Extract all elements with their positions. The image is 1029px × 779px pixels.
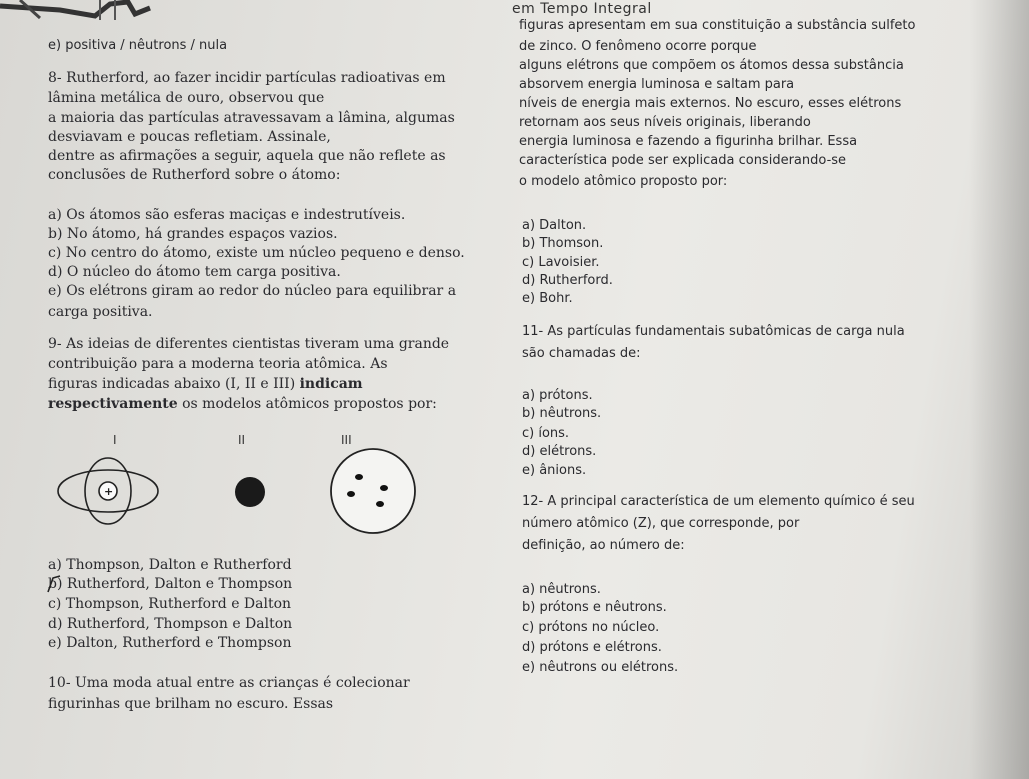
q11-option-a: a) prótons. [522, 388, 593, 403]
nucleus-plus-sign: + [104, 485, 114, 498]
q10-cont-line: figuras apresentam em sua constituição a substância sulfeto [519, 18, 916, 33]
handwritten-mark [44, 574, 64, 596]
q10-line: figurinhas que brilham no escuro. Essas [48, 696, 334, 712]
atomic-models-svg [50, 428, 450, 543]
q9-bold-word: indicam [299, 376, 363, 392]
page-edge-shadow [969, 0, 1029, 779]
q12-option-b: b) prótons e nêutrons. [522, 600, 667, 615]
q10-cont-line: de zinco. O fenômeno ocorre porque [519, 39, 757, 54]
q10-option-c: c) Lavoisier. [522, 255, 600, 270]
page-header: em Tempo Integral [512, 1, 652, 17]
q8-option-d: d) O núcleo do átomo tem carga positiva. [48, 264, 341, 280]
q8-line: 8- Rutherford, ao fazer incidir partículas radioativas em [48, 70, 446, 86]
thomson-model [331, 449, 415, 533]
q9-option-a: a) Thompson, Dalton e Rutherford [48, 557, 292, 573]
q11-option-c: c) íons. [522, 426, 570, 441]
figure-label-iii: III [341, 433, 352, 447]
q9-bold-word: respectivamente [48, 396, 178, 412]
q9-line [48, 396, 437, 412]
q9-line-part: figuras indicadas abaixo (I, II e III) [48, 376, 296, 392]
q9-option-d: d) Rutherford, Thompson e Dalton [48, 616, 293, 632]
q12-option-d: d) prótons e elétrons. [522, 640, 662, 655]
q11-option-d: d) elétrons. [522, 444, 597, 459]
q8-line: desviavam e poucas refletiam. Assinale, [48, 129, 331, 145]
q8-line: lâmina metálica de ouro, observou que [48, 90, 325, 106]
q10-line: 10- Uma moda atual entre as crianças é colecionar [48, 675, 410, 691]
q11-line: 11- As partículas fundamentais subatômicas de carga nula [522, 324, 905, 339]
q10-option-e: e) Bohr. [522, 291, 573, 306]
q9-line: 9- As ideias de diferentes cientistas tiveram uma grande [48, 336, 450, 352]
figure-label-i: I [113, 433, 117, 447]
q8-option-e: e) Os elétrons giram ao redor do núcleo para equilibrar a [48, 283, 457, 299]
rutherford-model [58, 458, 158, 524]
q8-line: dentre as afirmações a seguir, aquela que não reflete as [48, 148, 446, 164]
q10-cont-line: característica pode ser explicada considerando-se [519, 153, 847, 168]
figure-label-ii: II [238, 433, 246, 447]
q10-cont-line: absorvem energia luminosa e saltam para [519, 77, 795, 92]
q8-option-b: b) No átomo, há grandes espaços vazios. [48, 226, 338, 242]
electron [376, 501, 384, 507]
atomic-models-figure [50, 428, 450, 543]
q9-line: contribuição para a moderna teoria atômica. As [48, 356, 388, 372]
q9-option-e: e) Dalton, Rutherford e Thompson [48, 635, 292, 651]
q11-line: são chamadas de: [522, 346, 641, 361]
q12-line: número atômico (Z), que corresponde, por [522, 516, 800, 531]
q10-cont-line: o modelo atômico proposto por: [519, 174, 728, 189]
q10-cont-line: alguns elétrons que compõem os átomos dessa substância [519, 58, 904, 73]
electron [347, 491, 355, 497]
q10-cont-line: retornam aos seus níveis originais, liberando [519, 115, 811, 130]
q10-option-d: d) Rutherford. [522, 273, 613, 288]
q8-line: a maioria das partículas atravessavam a lâmina, algumas [48, 110, 455, 126]
dalton-model-sphere [235, 477, 265, 507]
q12-option-c: c) prótons no núcleo. [522, 620, 660, 635]
q9-line [48, 376, 363, 392]
thomson-sphere [331, 449, 415, 533]
q9-line-part: os modelos atômicos propostos por: [182, 396, 437, 412]
q12-line: definição, ao número de: [522, 538, 685, 553]
q12-option-e: e) nêutrons ou elétrons. [522, 660, 679, 675]
q9-option-c: c) Thompson, Rutherford e Dalton [48, 596, 292, 612]
previous-answer-e: e) positiva / nêutrons / nula [48, 38, 228, 53]
cropped-illustration [0, 0, 170, 22]
q12-line: 12- A principal característica de um elemento químico é seu [522, 494, 915, 509]
q10-option-a: a) Dalton. [522, 218, 587, 233]
q8-line: conclusões de Rutherford sobre o átomo: [48, 167, 341, 183]
q10-cont-line: energia luminosa e fazendo a figurinha brilhar. Essa [519, 134, 858, 149]
q11-option-e: e) ânions. [522, 463, 587, 478]
electron [355, 474, 363, 480]
electron [380, 485, 388, 491]
q10-option-b: b) Thomson. [522, 236, 604, 251]
q8-option-e-cont: carga positiva. [48, 304, 153, 320]
q8-option-a: a) Os átomos são esferas maciças e indestrutíveis. [48, 207, 406, 223]
q8-option-c: c) No centro do átomo, existe um núcleo pequeno e denso. [48, 245, 465, 261]
q10-cont-line: níveis de energia mais externos. No escuro, esses elétrons [519, 96, 902, 111]
q9-option-b: b) Rutherford, Dalton e Thompson [48, 576, 293, 592]
q12-option-a: a) nêutrons. [522, 582, 601, 597]
q11-option-b: b) nêutrons. [522, 406, 602, 421]
